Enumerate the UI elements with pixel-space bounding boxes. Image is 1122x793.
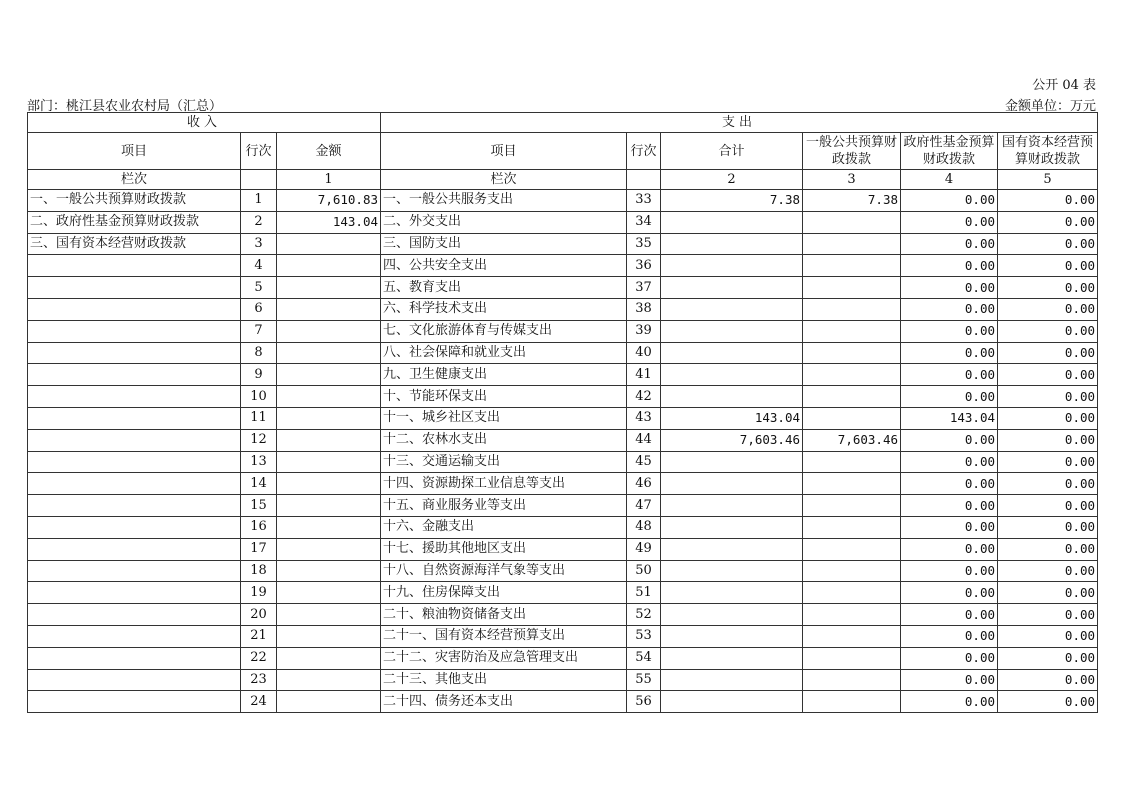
table-row xyxy=(28,647,1098,669)
income-amount-cell xyxy=(277,451,381,473)
total-cell xyxy=(661,233,803,255)
general-budget-cell xyxy=(803,386,901,408)
state-capital-cell: 0.00 xyxy=(998,560,1098,582)
state-capital-cell: 0.00 xyxy=(998,538,1098,560)
income-amount-cell xyxy=(277,255,381,277)
income-item-cell xyxy=(28,473,241,495)
total-cell xyxy=(661,473,803,495)
income-line-header: 行次 xyxy=(241,133,277,170)
total-cell: 7,603.46 xyxy=(661,429,803,451)
expense-item-cell: 十四、资源勘探工业信息等支出 xyxy=(381,473,627,495)
col-index-5: 5 xyxy=(998,170,1098,190)
table-row xyxy=(28,342,1098,364)
table-row xyxy=(28,407,1098,429)
income-line-cell: 14 xyxy=(241,473,277,495)
income-item-cell xyxy=(28,495,241,517)
gov-fund-cell: 0.00 xyxy=(901,604,998,626)
income-amount-cell xyxy=(277,298,381,320)
gov-fund-cell: 0.00 xyxy=(901,538,998,560)
expense-line-cell: 51 xyxy=(627,582,661,604)
expense-item-cell: 二、外交支出 xyxy=(381,211,627,233)
expense-col-blank xyxy=(627,170,661,190)
total-cell xyxy=(661,386,803,408)
income-line-cell: 15 xyxy=(241,495,277,517)
gov-fund-cell: 0.00 xyxy=(901,582,998,604)
income-col-blank xyxy=(241,170,277,190)
gov-fund-cell: 0.00 xyxy=(901,516,998,538)
col-index-3: 3 xyxy=(803,170,901,190)
table-row xyxy=(28,211,1098,233)
income-line-cell: 10 xyxy=(241,386,277,408)
general-budget-cell xyxy=(803,582,901,604)
table-row xyxy=(28,255,1098,277)
col-index-2: 2 xyxy=(661,170,803,190)
general-budget-cell xyxy=(803,277,901,299)
header-section-row xyxy=(28,113,1098,133)
expense-item-cell: 十一、城乡社区支出 xyxy=(381,407,627,429)
general-budget-cell xyxy=(803,320,901,342)
income-amount-cell xyxy=(277,342,381,364)
income-line-cell: 11 xyxy=(241,407,277,429)
state-capital-header: 国有资本经营预算财政拨款 xyxy=(998,133,1098,170)
income-line-cell: 4 xyxy=(241,255,277,277)
general-budget-cell xyxy=(803,407,901,429)
general-budget-cell xyxy=(803,495,901,517)
income-amount-cell xyxy=(277,647,381,669)
gov-fund-cell: 0.00 xyxy=(901,190,998,212)
income-item-cell xyxy=(28,255,241,277)
form-number: 公开 04 表 xyxy=(1032,78,1096,93)
income-amount-cell xyxy=(277,582,381,604)
income-amount-cell xyxy=(277,473,381,495)
general-budget-cell xyxy=(803,211,901,233)
expense-item-cell: 九、卫生健康支出 xyxy=(381,364,627,386)
table-row xyxy=(28,277,1098,299)
total-cell xyxy=(661,625,803,647)
expense-line-cell: 43 xyxy=(627,407,661,429)
income-line-cell: 6 xyxy=(241,298,277,320)
income-item-cell xyxy=(28,669,241,691)
general-budget-cell xyxy=(803,473,901,495)
expense-item-cell: 十七、援助其他地区支出 xyxy=(381,538,627,560)
gov-fund-cell: 0.00 xyxy=(901,560,998,582)
gov-fund-cell: 0.00 xyxy=(901,342,998,364)
expense-item-cell: 五、教育支出 xyxy=(381,277,627,299)
column-index-row xyxy=(28,170,1098,190)
expense-line-cell: 33 xyxy=(627,190,661,212)
expense-line-cell: 42 xyxy=(627,386,661,408)
income-line-cell: 8 xyxy=(241,342,277,364)
expense-item-cell: 十六、金融支出 xyxy=(381,516,627,538)
general-budget-cell xyxy=(803,255,901,277)
general-budget-cell xyxy=(803,691,901,713)
income-line-cell: 22 xyxy=(241,647,277,669)
gov-fund-cell: 0.00 xyxy=(901,451,998,473)
expense-item-header: 项目 xyxy=(381,133,627,170)
state-capital-cell: 0.00 xyxy=(998,691,1098,713)
state-capital-cell: 0.00 xyxy=(998,473,1098,495)
state-capital-cell: 0.00 xyxy=(998,495,1098,517)
expense-col-label: 栏次 xyxy=(381,170,627,190)
expense-line-cell: 40 xyxy=(627,342,661,364)
expense-line-cell: 53 xyxy=(627,625,661,647)
total-cell xyxy=(661,451,803,473)
income-item-cell xyxy=(28,277,241,299)
gov-fund-cell: 0.00 xyxy=(901,429,998,451)
gov-fund-cell: 143.04 xyxy=(901,407,998,429)
state-capital-cell: 0.00 xyxy=(998,516,1098,538)
income-amount-cell xyxy=(277,429,381,451)
income-item-cell xyxy=(28,604,241,626)
income-line-cell: 19 xyxy=(241,582,277,604)
income-item-cell xyxy=(28,429,241,451)
income-amount-cell xyxy=(277,233,381,255)
gov-fund-cell: 0.00 xyxy=(901,386,998,408)
income-line-cell: 20 xyxy=(241,604,277,626)
expense-line-cell: 45 xyxy=(627,451,661,473)
total-cell xyxy=(661,342,803,364)
total-cell xyxy=(661,516,803,538)
income-item-cell xyxy=(28,298,241,320)
expense-line-cell: 35 xyxy=(627,233,661,255)
expense-line-cell: 36 xyxy=(627,255,661,277)
general-budget-cell: 7,603.46 xyxy=(803,429,901,451)
expense-item-cell: 八、社会保障和就业支出 xyxy=(381,342,627,364)
income-line-cell: 13 xyxy=(241,451,277,473)
budget-table xyxy=(27,112,1098,713)
table-row xyxy=(28,604,1098,626)
state-capital-cell: 0.00 xyxy=(998,255,1098,277)
expense-line-cell: 56 xyxy=(627,691,661,713)
total-cell xyxy=(661,691,803,713)
expense-item-cell: 二十一、国有资本经营预算支出 xyxy=(381,625,627,647)
income-amount-cell xyxy=(277,495,381,517)
report-meta xyxy=(27,95,1096,114)
gov-fund-cell: 0.00 xyxy=(901,647,998,669)
income-item-cell xyxy=(28,451,241,473)
table-row xyxy=(28,473,1098,495)
expense-item-cell: 十八、自然资源海洋气象等支出 xyxy=(381,560,627,582)
general-budget-cell xyxy=(803,298,901,320)
gov-fund-cell: 0.00 xyxy=(901,625,998,647)
unit-label: 金额单位：万元 xyxy=(1004,99,1096,114)
expense-line-cell: 49 xyxy=(627,538,661,560)
table-row xyxy=(28,669,1098,691)
expense-item-cell: 十三、交通运输支出 xyxy=(381,451,627,473)
general-budget-cell xyxy=(803,560,901,582)
income-amount-cell xyxy=(277,407,381,429)
income-item-header: 项目 xyxy=(28,133,241,170)
total-cell: 143.04 xyxy=(661,407,803,429)
gov-fund-header: 政府性基金预算财政拨款 xyxy=(901,133,998,170)
table-row xyxy=(28,625,1098,647)
income-item-cell: 二、政府性基金预算财政拨款 xyxy=(28,211,241,233)
state-capital-cell: 0.00 xyxy=(998,582,1098,604)
income-item-cell: 三、国有资本经营财政拨款 xyxy=(28,233,241,255)
income-amount-cell xyxy=(277,277,381,299)
income-item-cell xyxy=(28,320,241,342)
income-amount-cell xyxy=(277,386,381,408)
general-budget-header: 一般公共预算财政拨款 xyxy=(803,133,901,170)
income-amount-header: 金额 xyxy=(277,133,381,170)
total-cell xyxy=(661,495,803,517)
income-line-cell: 1 xyxy=(241,190,277,212)
total-cell xyxy=(661,647,803,669)
general-budget-cell xyxy=(803,604,901,626)
table-row xyxy=(28,582,1098,604)
income-line-cell: 7 xyxy=(241,320,277,342)
income-item-cell xyxy=(28,386,241,408)
state-capital-cell: 0.00 xyxy=(998,320,1098,342)
expense-item-cell: 二十、粮油物资储备支出 xyxy=(381,604,627,626)
general-budget-cell: 7.38 xyxy=(803,190,901,212)
income-item-cell xyxy=(28,342,241,364)
state-capital-cell: 0.00 xyxy=(998,429,1098,451)
income-line-cell: 17 xyxy=(241,538,277,560)
total-cell xyxy=(661,538,803,560)
general-budget-cell xyxy=(803,669,901,691)
state-capital-cell: 0.00 xyxy=(998,342,1098,364)
income-item-cell xyxy=(28,625,241,647)
income-amount-cell xyxy=(277,320,381,342)
expense-line-cell: 44 xyxy=(627,429,661,451)
general-budget-cell xyxy=(803,647,901,669)
total-header: 合计 xyxy=(661,133,803,170)
state-capital-cell: 0.00 xyxy=(998,190,1098,212)
total-cell: 7.38 xyxy=(661,190,803,212)
table-row xyxy=(28,451,1098,473)
expense-item-cell: 四、公共安全支出 xyxy=(381,255,627,277)
income-item-cell xyxy=(28,407,241,429)
income-amount-cell: 7,610.83 xyxy=(277,190,381,212)
expense-header: 支出 xyxy=(381,113,1098,133)
income-item-cell xyxy=(28,691,241,713)
state-capital-cell: 0.00 xyxy=(998,647,1098,669)
gov-fund-cell: 0.00 xyxy=(901,495,998,517)
expense-item-cell: 一、一般公共服务支出 xyxy=(381,190,627,212)
gov-fund-cell: 0.00 xyxy=(901,211,998,233)
expense-line-cell: 52 xyxy=(627,604,661,626)
department-label: 部门：桃江县农业农村局（汇总） xyxy=(27,99,223,114)
expense-item-cell: 二十二、灾害防治及应急管理支出 xyxy=(381,647,627,669)
expense-line-cell: 38 xyxy=(627,298,661,320)
total-cell xyxy=(661,604,803,626)
general-budget-cell xyxy=(803,516,901,538)
income-line-cell: 5 xyxy=(241,277,277,299)
general-budget-cell xyxy=(803,364,901,386)
expense-line-cell: 34 xyxy=(627,211,661,233)
income-line-cell: 21 xyxy=(241,625,277,647)
table-row xyxy=(28,560,1098,582)
table-row xyxy=(28,691,1098,713)
income-col-label: 栏次 xyxy=(28,170,241,190)
table-row xyxy=(28,190,1098,212)
income-item-cell xyxy=(28,538,241,560)
state-capital-cell: 0.00 xyxy=(998,386,1098,408)
total-cell xyxy=(661,277,803,299)
table-row xyxy=(28,320,1098,342)
gov-fund-cell: 0.00 xyxy=(901,233,998,255)
total-cell xyxy=(661,582,803,604)
expense-line-cell: 39 xyxy=(627,320,661,342)
table-row xyxy=(28,538,1098,560)
expense-line-cell: 48 xyxy=(627,516,661,538)
general-budget-cell xyxy=(803,233,901,255)
expense-item-cell: 十五、商业服务业等支出 xyxy=(381,495,627,517)
expense-item-cell: 二十三、其他支出 xyxy=(381,669,627,691)
expense-line-cell: 46 xyxy=(627,473,661,495)
total-cell xyxy=(661,255,803,277)
income-amount-cell: 143.04 xyxy=(277,211,381,233)
state-capital-cell: 0.00 xyxy=(998,277,1098,299)
total-cell xyxy=(661,560,803,582)
expense-line-cell: 37 xyxy=(627,277,661,299)
expense-item-cell: 十、节能环保支出 xyxy=(381,386,627,408)
col-index-1: 1 xyxy=(277,170,381,190)
gov-fund-cell: 0.00 xyxy=(901,298,998,320)
general-budget-cell xyxy=(803,451,901,473)
income-item-cell xyxy=(28,647,241,669)
expense-item-cell: 六、科学技术支出 xyxy=(381,298,627,320)
income-amount-cell xyxy=(277,538,381,560)
income-item-cell xyxy=(28,364,241,386)
header-column-row xyxy=(28,133,1098,170)
expense-line-header: 行次 xyxy=(627,133,661,170)
general-budget-cell xyxy=(803,625,901,647)
gov-fund-cell: 0.00 xyxy=(901,255,998,277)
expense-item-cell: 三、国防支出 xyxy=(381,233,627,255)
gov-fund-cell: 0.00 xyxy=(901,277,998,299)
gov-fund-cell: 0.00 xyxy=(901,364,998,386)
table-row xyxy=(28,429,1098,451)
expense-line-cell: 55 xyxy=(627,669,661,691)
expense-item-cell: 十九、住房保障支出 xyxy=(381,582,627,604)
income-amount-cell xyxy=(277,560,381,582)
gov-fund-cell: 0.00 xyxy=(901,691,998,713)
income-amount-cell xyxy=(277,364,381,386)
income-line-cell: 2 xyxy=(241,211,277,233)
total-cell xyxy=(661,211,803,233)
table-row xyxy=(28,495,1098,517)
table-row xyxy=(28,298,1098,320)
expense-line-cell: 41 xyxy=(627,364,661,386)
income-line-cell: 9 xyxy=(241,364,277,386)
general-budget-cell xyxy=(803,538,901,560)
total-cell xyxy=(661,320,803,342)
expense-item-cell: 二十四、债务还本支出 xyxy=(381,691,627,713)
table-row xyxy=(28,386,1098,408)
income-line-cell: 16 xyxy=(241,516,277,538)
income-amount-cell xyxy=(277,669,381,691)
income-item-cell: 一、一般公共预算财政拨款 xyxy=(28,190,241,212)
income-line-cell: 12 xyxy=(241,429,277,451)
general-budget-cell xyxy=(803,342,901,364)
income-item-cell xyxy=(28,516,241,538)
income-line-cell: 23 xyxy=(241,669,277,691)
state-capital-cell: 0.00 xyxy=(998,298,1098,320)
table-row xyxy=(28,233,1098,255)
expense-line-cell: 50 xyxy=(627,560,661,582)
income-amount-cell xyxy=(277,604,381,626)
col-index-4: 4 xyxy=(901,170,998,190)
expense-line-cell: 54 xyxy=(627,647,661,669)
total-cell xyxy=(661,669,803,691)
expense-item-cell: 十二、农林水支出 xyxy=(381,429,627,451)
table-body xyxy=(28,190,1098,713)
state-capital-cell: 0.00 xyxy=(998,451,1098,473)
expense-line-cell: 47 xyxy=(627,495,661,517)
income-line-cell: 3 xyxy=(241,233,277,255)
income-item-cell xyxy=(28,582,241,604)
income-line-cell: 18 xyxy=(241,560,277,582)
state-capital-cell: 0.00 xyxy=(998,364,1098,386)
gov-fund-cell: 0.00 xyxy=(901,320,998,342)
state-capital-cell: 0.00 xyxy=(998,233,1098,255)
income-line-cell: 24 xyxy=(241,691,277,713)
gov-fund-cell: 0.00 xyxy=(901,669,998,691)
table-row xyxy=(28,516,1098,538)
expense-item-cell: 七、文化旅游体育与传媒支出 xyxy=(381,320,627,342)
state-capital-cell: 0.00 xyxy=(998,669,1098,691)
state-capital-cell: 0.00 xyxy=(998,604,1098,626)
state-capital-cell: 0.00 xyxy=(998,211,1098,233)
income-amount-cell xyxy=(277,516,381,538)
state-capital-cell: 0.00 xyxy=(998,625,1098,647)
income-amount-cell xyxy=(277,691,381,713)
total-cell xyxy=(661,364,803,386)
table-row xyxy=(28,364,1098,386)
income-header: 收入 xyxy=(28,113,381,133)
income-item-cell xyxy=(28,560,241,582)
gov-fund-cell: 0.00 xyxy=(901,473,998,495)
state-capital-cell: 0.00 xyxy=(998,407,1098,429)
total-cell xyxy=(661,298,803,320)
income-amount-cell xyxy=(277,625,381,647)
